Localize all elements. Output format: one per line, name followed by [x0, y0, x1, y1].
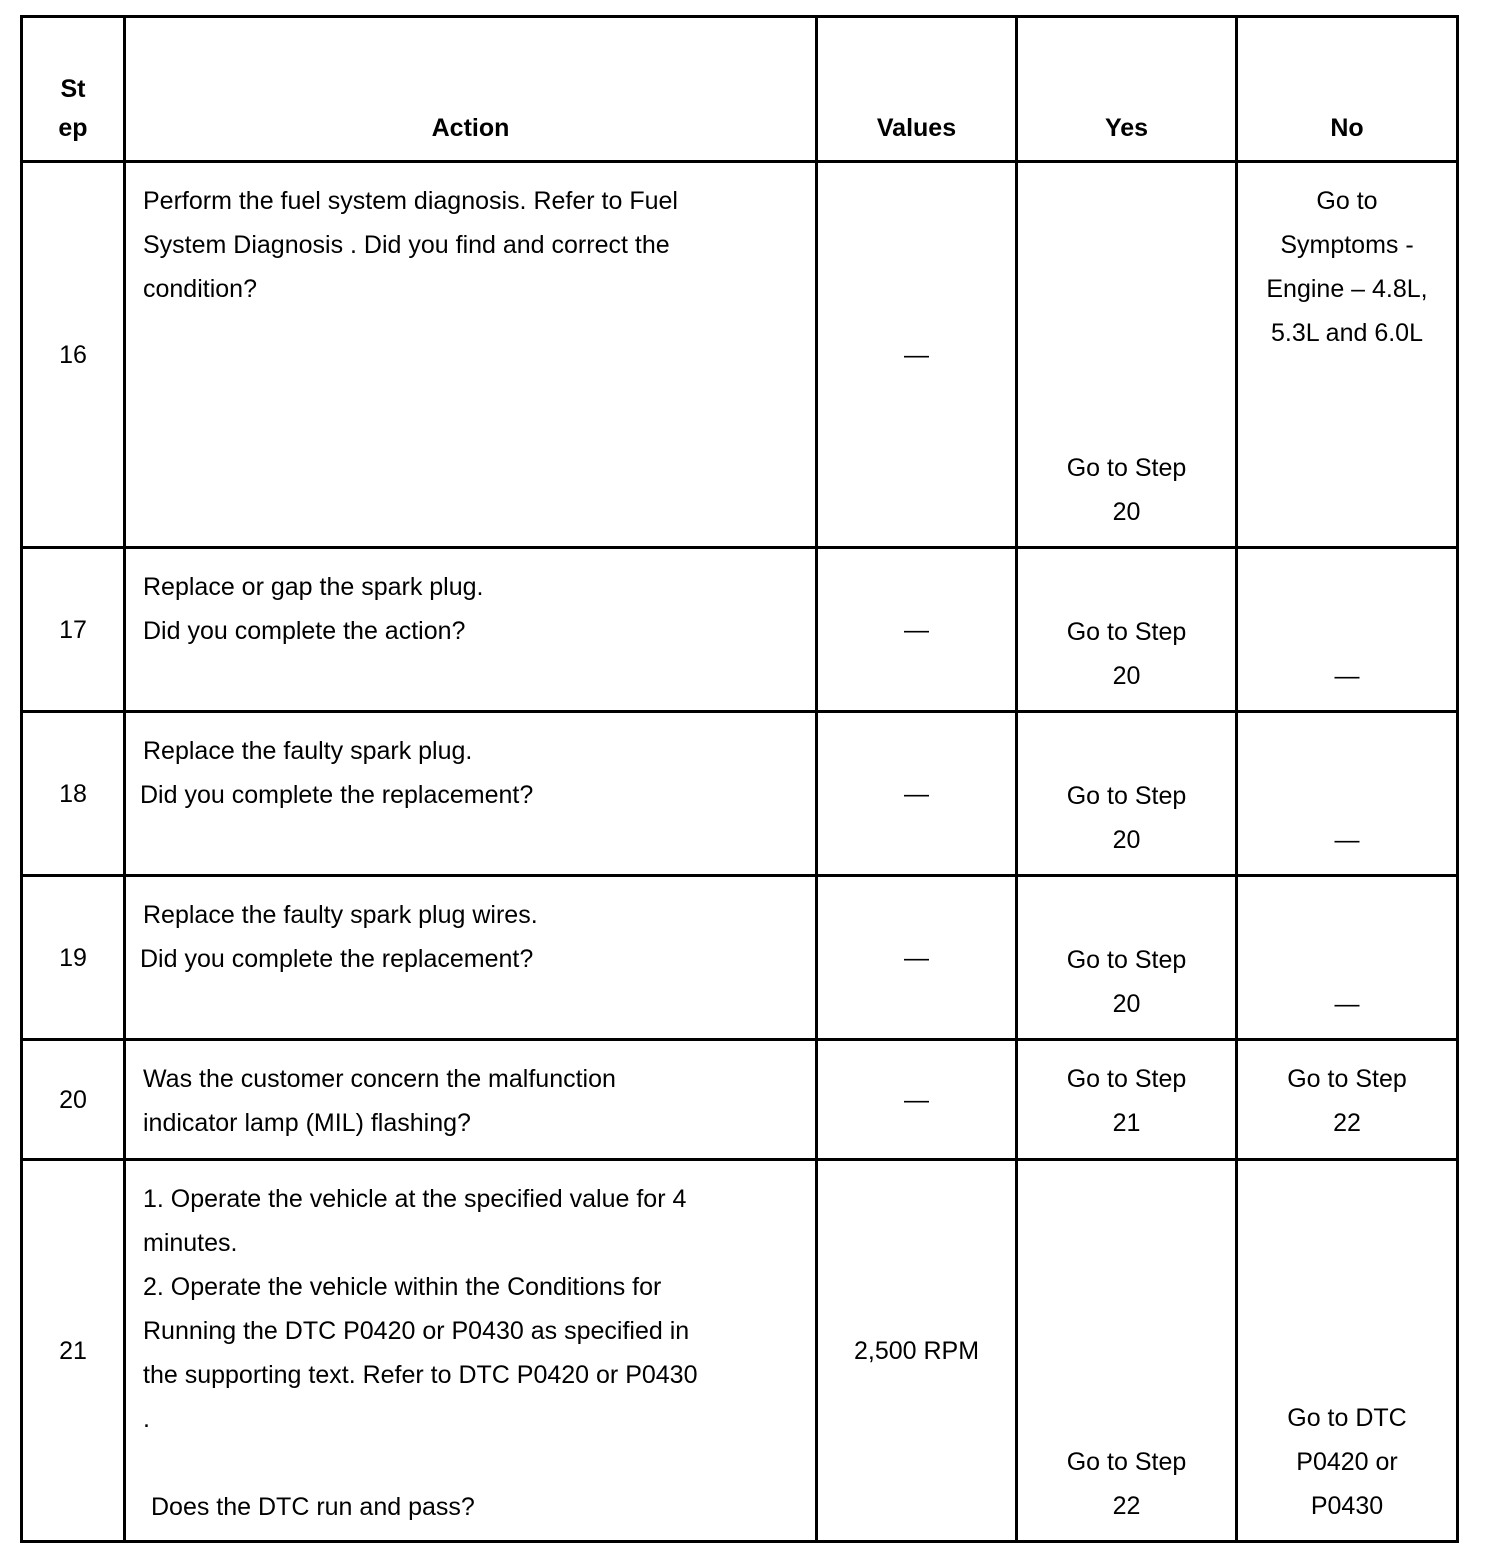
no-link[interactable]: Go to Step 22 — [1287, 1065, 1407, 1137]
table-row — [22, 548, 1458, 712]
step-number: 20 — [22, 1040, 125, 1160]
step-number: 16 — [22, 162, 125, 548]
values-cell: 2,500 RPM — [817, 1160, 1017, 1542]
action-cell: Replace or gap the spark plug. Did you complete the action? — [125, 548, 817, 712]
values-cell: — — [817, 1040, 1017, 1160]
list-item: 2. Operate the vehicle within the Conditions for Running the DTC P0420 or P0430 as specified in the supporting text. Refer to DTC P0420 or P0430 . — [143, 1273, 698, 1433]
no-value: — — [1334, 826, 1360, 854]
no-cell — [1237, 1040, 1458, 1160]
procedure-table-container — [20, 15, 1459, 1543]
no-cell — [1237, 548, 1458, 712]
step-number: 19 — [22, 876, 125, 1040]
no-cell — [1237, 712, 1458, 876]
header-yes: Yes — [1017, 17, 1237, 162]
values-cell: — — [817, 548, 1017, 712]
no-cell — [1237, 162, 1458, 548]
action-cell: Was the customer concern the malfunction indicator lamp (MIL) flashing? — [125, 1040, 817, 1160]
no-value: — — [1334, 990, 1360, 1018]
header-step: St ep — [22, 17, 125, 162]
values-cell: — — [817, 876, 1017, 1040]
action-cell — [125, 1160, 817, 1542]
no-link[interactable]: Go to DTC P0420 or P0430 — [1287, 1404, 1407, 1520]
yes-cell — [1017, 1160, 1237, 1542]
values-cell: — — [817, 162, 1017, 548]
action-cell: Replace the faulty spark plug. Did you complete the replacement? — [125, 712, 817, 876]
no-cell — [1237, 1160, 1458, 1542]
yes-cell — [1017, 162, 1237, 548]
yes-link[interactable]: Go to Step 20 — [1066, 782, 1187, 854]
yes-cell — [1017, 876, 1237, 1040]
yes-link[interactable]: Go to Step 20 — [1066, 454, 1187, 526]
diagnostic-steps-table — [20, 15, 1459, 1543]
action-cell: Perform the fuel system diagnosis. Refer to Fuel System Diagnosis . Did you find and correct the condition? — [125, 162, 817, 548]
step-number: 18 — [22, 712, 125, 876]
yes-link[interactable]: Go to Step 20 — [1066, 946, 1187, 1018]
values-cell: — — [817, 712, 1017, 876]
header-action: Action — [125, 17, 817, 162]
table-row — [22, 162, 1458, 548]
header-row — [22, 17, 1458, 162]
yes-link[interactable]: Go to Step 20 — [1066, 618, 1187, 690]
header-no: No — [1237, 17, 1458, 162]
yes-cell — [1017, 712, 1237, 876]
table-row — [22, 876, 1458, 1040]
list-item: 1. Operate the vehicle at the specified value for 4 minutes. — [143, 1185, 687, 1257]
step-number: 17 — [22, 548, 125, 712]
table-row — [22, 1040, 1458, 1160]
action-cell: Replace the faulty spark plug wires. Did you complete the replacement? — [125, 876, 817, 1040]
yes-cell — [1017, 1040, 1237, 1160]
table-row — [22, 1160, 1458, 1542]
yes-cell — [1017, 548, 1237, 712]
no-value: — — [1334, 662, 1360, 690]
question-text: Does the DTC run and pass? — [151, 1493, 475, 1521]
step-number: 21 — [22, 1160, 125, 1542]
yes-link[interactable]: Go to Step 22 — [1066, 1448, 1187, 1520]
table-row — [22, 712, 1458, 876]
yes-link[interactable]: Go to Step 21 — [1066, 1065, 1187, 1137]
no-cell — [1237, 876, 1458, 1040]
header-values: Values — [817, 17, 1017, 162]
no-link[interactable]: Go to Symptoms - Engine – 4.8L, 5.3L and 6.0L — [1266, 187, 1428, 347]
